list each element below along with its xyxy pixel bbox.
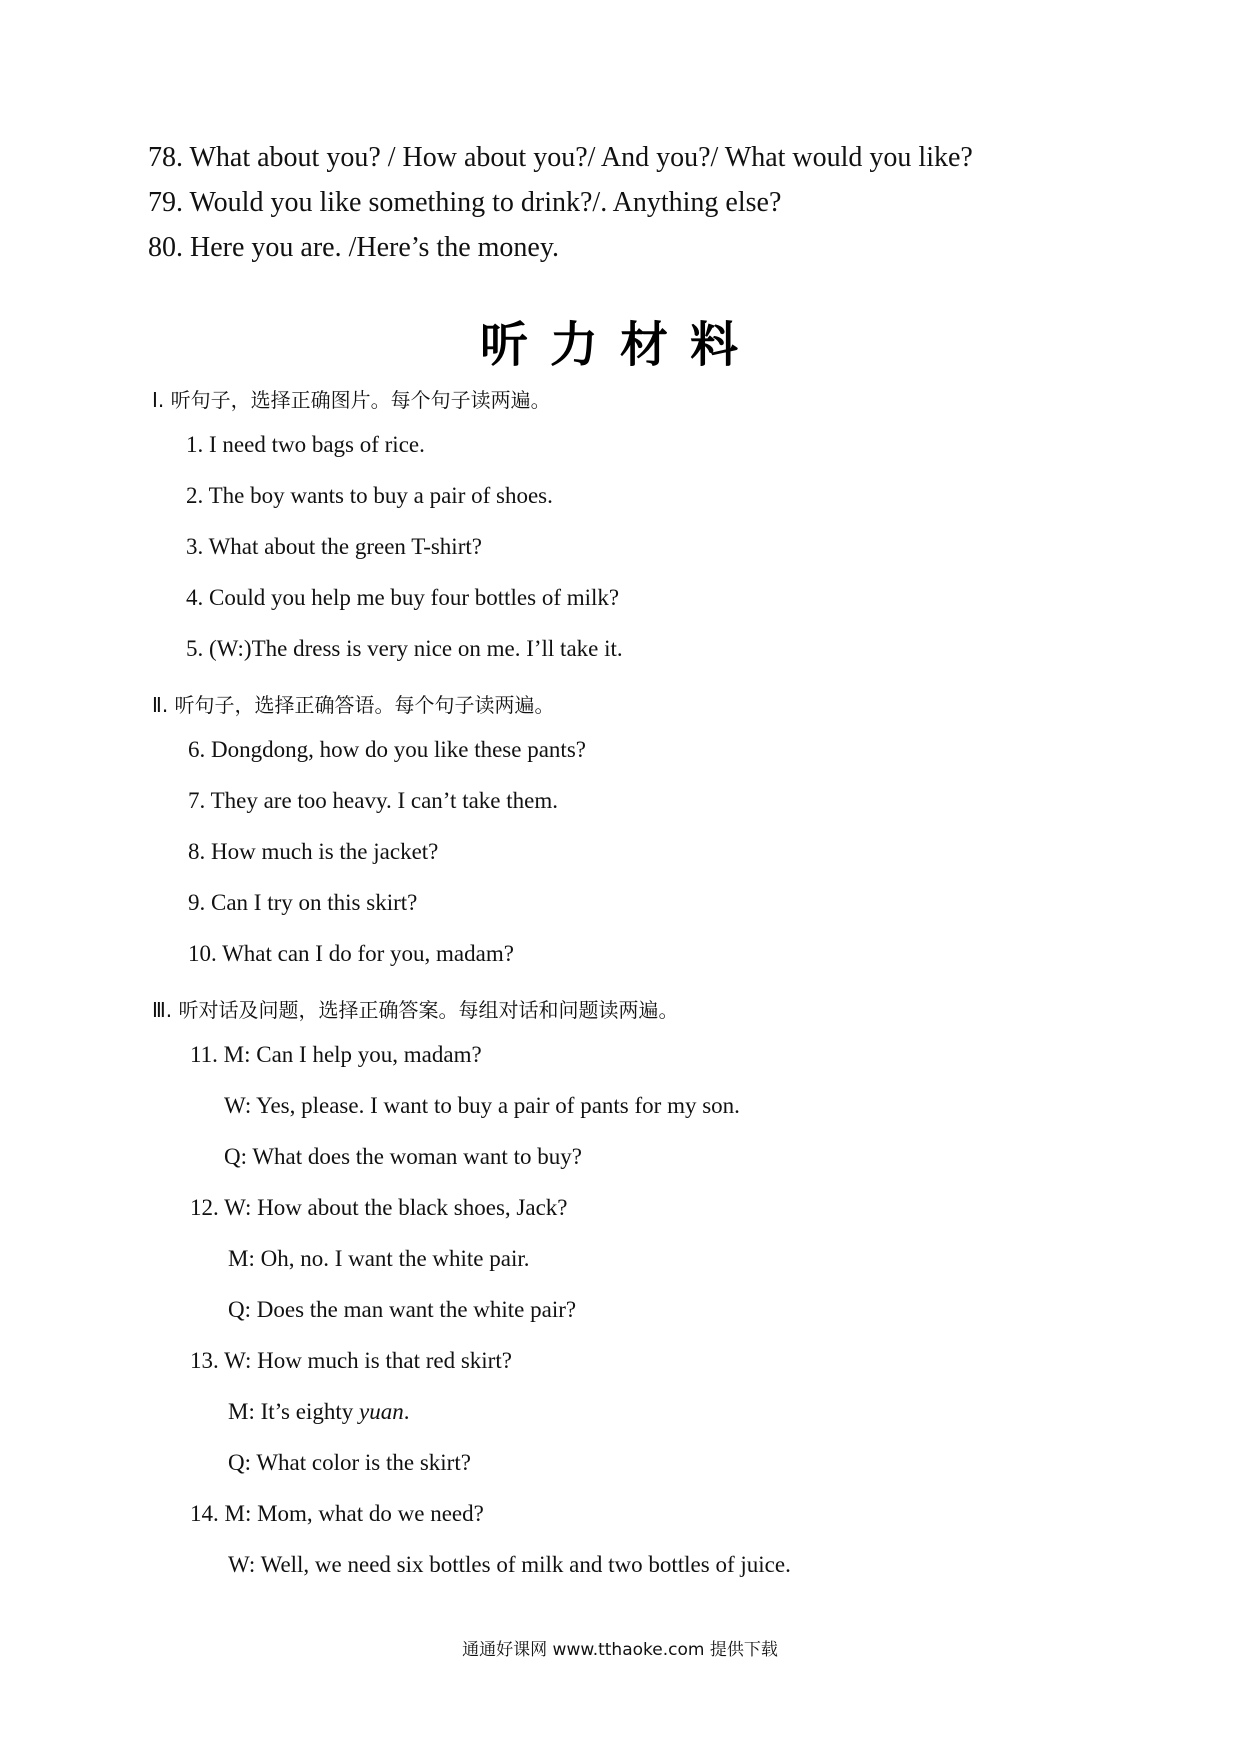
answer-80: 80. Here you are. /Here’s the money.: [148, 232, 560, 263]
s1-item-5: 5. (W:)The dress is very nice on me. I’ll take it.: [186, 636, 623, 661]
page-footer: 通通好课网 www.tthaoke.com 提供下载: [462, 1640, 778, 1660]
section-3-heading: Ⅲ. 听对话及问题，选择正确答案。每组对话和问题读两遍。: [152, 998, 679, 1022]
dialog-14-line-2: W: Well, we need six bottles of milk and two bottles of juice.: [228, 1552, 791, 1577]
s2-item-10: 10. What can I do for you, madam?: [188, 941, 514, 966]
answer-78: 78. What about you? / How about you?/ And you?/ What would you like?: [148, 142, 973, 173]
s2-item-8: 8. How much is the jacket?: [188, 839, 439, 864]
dialog-11-line-1: 11. M: Can I help you, madam?: [190, 1042, 482, 1067]
s1-item-4: 4. Could you help me buy four bottles of milk?: [186, 585, 620, 610]
page-title: 听力材料: [479, 317, 760, 373]
dialog-13-line-2-prefix: M: It’s eighty: [228, 1399, 359, 1424]
s1-item-2: 2. The boy wants to buy a pair of shoes.: [186, 483, 553, 508]
dialog-13-line-2-italic: yuan: [358, 1399, 404, 1424]
dialog-13-line-2-suffix: .: [403, 1399, 410, 1424]
answer-79: 79. Would you like something to drink?/. Anything else?: [148, 187, 782, 218]
dialog-11-question: Q: What does the woman want to buy?: [224, 1144, 582, 1169]
dialog-13-question: Q: What color is the skirt?: [228, 1450, 471, 1475]
dialog-13-line-1: 13. W: How much is that red skirt?: [190, 1348, 512, 1373]
dialog-11-line-2: W: Yes, please. I want to buy a pair of pants for my son.: [224, 1093, 740, 1118]
s2-item-7: 7. They are too heavy. I can’t take them.: [188, 788, 558, 813]
dialog-13-line-2: [228, 1399, 409, 1425]
dialog-12-question: Q: Does the man want the white pair?: [228, 1297, 577, 1322]
s1-item-3: 3. What about the green T-shirt?: [186, 534, 482, 559]
s2-item-9: 9. Can I try on this skirt?: [188, 890, 418, 915]
dialog-14-line-1: 14. M: Mom, what do we need?: [190, 1501, 484, 1526]
s2-item-6: 6. Dongdong, how do you like these pants?: [188, 737, 586, 762]
dialog-12-line-1: 12. W: How about the black shoes, Jack?: [190, 1195, 568, 1220]
section-2-heading: Ⅱ. 听句子，选择正确答语。每个句子读两遍。: [152, 693, 555, 717]
dialog-12-line-2: M: Oh, no. I want the white pair.: [228, 1246, 530, 1271]
section-1-heading: Ⅰ. 听句子，选择正确图片。每个句子读两遍。: [152, 388, 551, 412]
s1-item-1: 1. I need two bags of rice.: [186, 432, 425, 457]
